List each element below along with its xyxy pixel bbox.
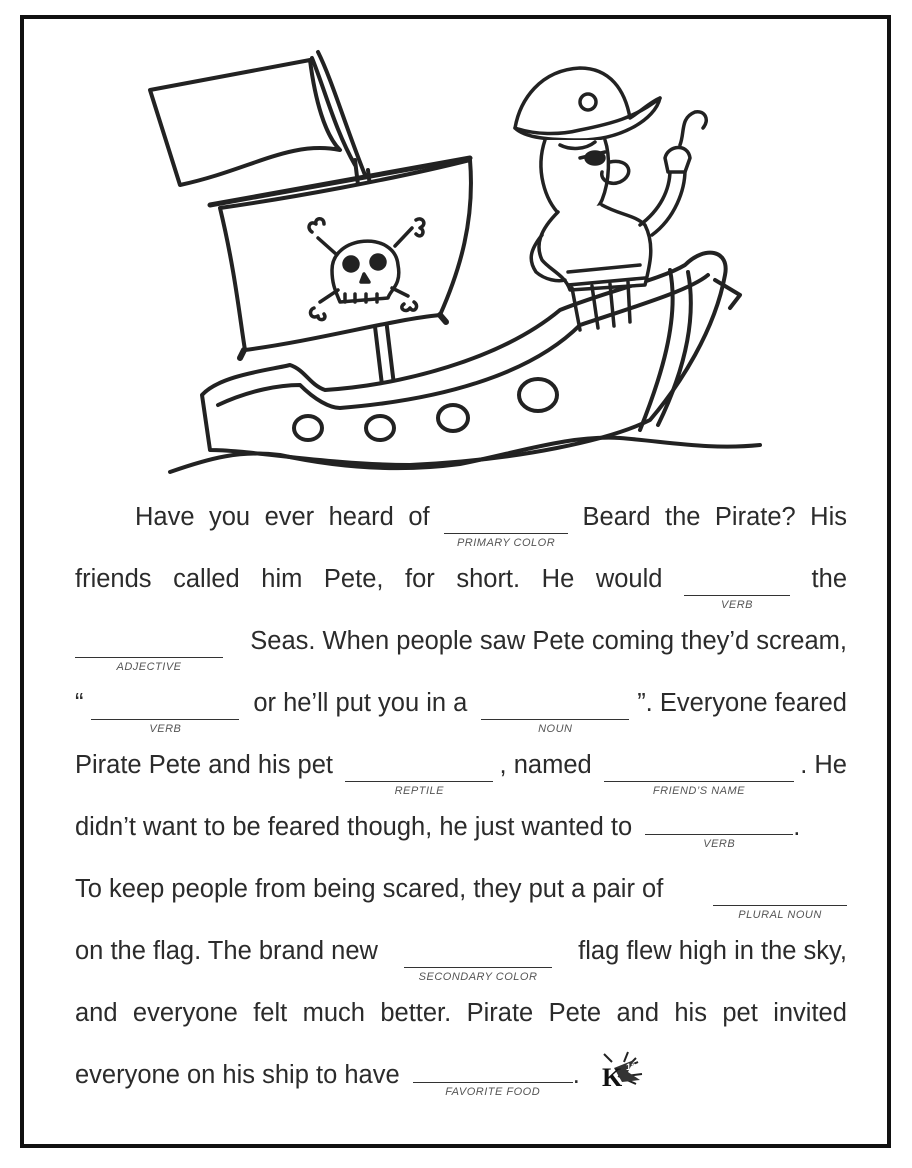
word: the — [811, 565, 847, 593]
blank-label: SECONDARY COLOR — [418, 971, 538, 983]
blank-label: FAVORITE FOOD — [445, 1086, 541, 1098]
word: Pirate — [466, 999, 534, 1027]
blank-adjective[interactable] — [75, 633, 223, 673]
text: didn’t want to be feared though, he just wanted to — [75, 813, 633, 841]
word: His — [810, 503, 847, 531]
text: , named — [499, 751, 592, 779]
word: better. — [380, 999, 452, 1027]
period: . — [572, 1061, 580, 1089]
word: Have — [135, 503, 195, 531]
top-flag — [150, 52, 365, 185]
blank-secondary-color[interactable] — [404, 943, 552, 983]
blank-label: PRIMARY COLOR — [456, 537, 556, 549]
story-line-5 — [75, 748, 847, 797]
blank-label: FRIEND’S NAME — [652, 785, 745, 797]
word: short. — [456, 565, 521, 593]
blank-primary-color[interactable] — [444, 509, 568, 549]
blank-label: VERB — [703, 838, 736, 850]
word: his — [674, 999, 707, 1027]
word: invited — [773, 999, 847, 1027]
story-line-1 — [135, 500, 847, 549]
word: friends — [75, 565, 152, 593]
word: heard — [328, 503, 394, 531]
skull-sail — [210, 158, 471, 358]
story-line-10 — [75, 1058, 847, 1098]
word: He — [541, 565, 575, 593]
story-line-6 — [75, 810, 847, 850]
k12-logo-mark — [598, 1050, 646, 1090]
blank-friends-name[interactable] — [604, 757, 794, 797]
logo-letter: K — [602, 1063, 623, 1090]
blank-noun[interactable] — [481, 695, 629, 735]
text: or he’ll put you in a — [253, 689, 468, 717]
open-quote: “ — [75, 689, 84, 717]
text: flag flew high in the sky, — [578, 937, 847, 965]
word: ever — [264, 503, 315, 531]
word: for — [405, 565, 435, 593]
blank-verb-3[interactable] — [645, 810, 793, 850]
blank-label: REPTILE — [394, 785, 444, 797]
word: called — [173, 565, 240, 593]
story-line-2 — [75, 562, 847, 611]
word: Beard — [582, 503, 651, 531]
blank-favorite-food[interactable] — [413, 1058, 573, 1098]
blank-label: VERB — [149, 723, 182, 735]
story-line-3 — [75, 624, 847, 673]
blank-verb-1[interactable] — [684, 571, 790, 611]
text: everyone on his ship to have — [75, 1061, 400, 1089]
text: Pirate Pete and his pet — [75, 751, 334, 779]
word: him — [261, 565, 303, 593]
story-line-8 — [75, 934, 847, 983]
word: the — [665, 503, 701, 531]
text: . He — [800, 751, 847, 779]
word: Pete — [548, 999, 602, 1027]
word: and — [616, 999, 659, 1027]
blank-plural-noun[interactable] — [713, 881, 847, 921]
blank-label: VERB — [721, 599, 753, 611]
word: pet — [722, 999, 758, 1027]
blank-label: NOUN — [538, 723, 573, 735]
word: much — [302, 999, 365, 1027]
blank-label: PLURAL NOUN — [738, 909, 822, 921]
period: . — [793, 813, 801, 841]
word: you — [208, 503, 251, 531]
blank-verb-2[interactable] — [91, 695, 239, 735]
story-line-7 — [75, 872, 847, 921]
blank-label: ADJECTIVE — [116, 661, 182, 673]
story-line-9 — [75, 996, 847, 1030]
text: ”. Everyone feared — [637, 689, 847, 717]
logo-number: 12 — [626, 1062, 637, 1072]
text: To keep people from being scared, they put a pair of — [75, 875, 664, 903]
word: everyone — [132, 999, 238, 1027]
blank-reptile[interactable] — [345, 757, 493, 797]
word: Pete, — [323, 565, 384, 593]
word: and — [75, 999, 118, 1027]
word: Pirate? — [714, 503, 796, 531]
word: felt — [253, 999, 288, 1027]
word: would — [595, 565, 663, 593]
pirate-ship-illustration — [140, 40, 780, 490]
text: Seas. When people saw Pete coming they’d scream, — [250, 627, 847, 655]
text: on the flag. The brand new — [75, 937, 378, 965]
story-line-4 — [75, 686, 847, 735]
word: of — [408, 503, 430, 531]
k12-logo — [598, 1050, 646, 1090]
